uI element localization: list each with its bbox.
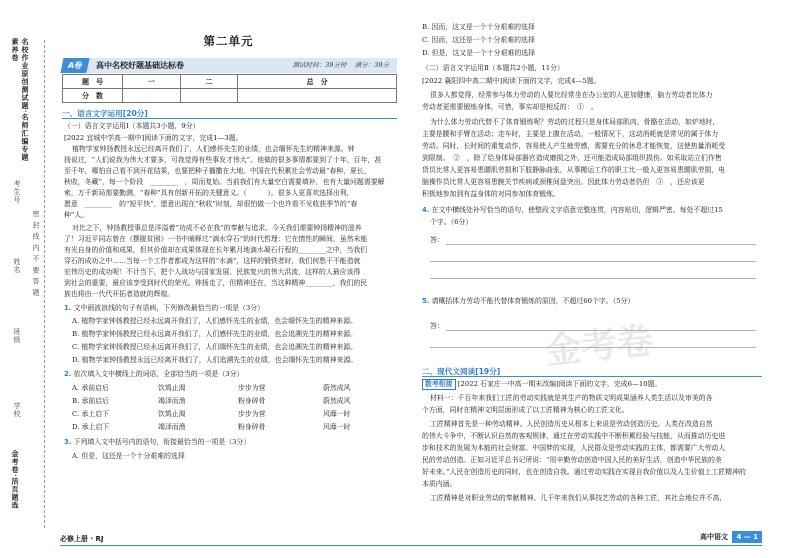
sub1-heading: （一）语言文字运用Ⅰ（本题共3小题，9分）: [64, 122, 200, 130]
score-table: [62, 74, 397, 103]
footer-book-label: 必修上册 · RJ: [60, 535, 104, 543]
passage-line: 扬说过，“人们说我为伟大才要多，可我觉得有些事发才伟大”。他做的很多事情都要到了十年、百年，甚: [64, 156, 382, 164]
exam-info: [293, 58, 389, 73]
option-b[interactable]: B. 植物学家钟扬教授已经永远离开我们了，人们感怀先生的业绩，也会追溯先生的精神来源。: [72, 330, 358, 338]
cut-line-text: 密 封 线 内 不 要 答 题: [32, 210, 40, 297]
option-a[interactable]: A. 植物学家钟扬教授已经永远离开我们了，人们感怀先生的业绩，也会缅怀先生的精神来源。: [72, 317, 357, 325]
question-2: [64, 369, 397, 380]
passage-line: 愿意 ________ 的“短平快”，愿意出现在“秋收”时刻，却很怕做一个也许看不见收获季节的“春: [64, 200, 358, 208]
question-stem: 请概括体力劳动不能代替体育锻炼的原因，不超过60个字。（5分）: [431, 297, 635, 305]
question-number: 4.: [422, 206, 430, 214]
section2-title: 二、现代文阅读[19分]: [422, 367, 501, 376]
option-a[interactable]: A. 承前启后 饮鸩止渴 步步为营 蔚然成风: [72, 384, 351, 392]
passage-line: 秋收，冬藏”，每一个阶段 ________ ，周而复始。当前我们有大量空白需要填补，也有大量问题需要解: [64, 178, 385, 186]
score-table-header-row: [63, 75, 397, 89]
passage-line: 个方面，同时在精神文明层面形成了以工匠精神为核心的工匠文化。: [422, 406, 629, 414]
passage-line: 货员比常人更容易患腰肌劳损和下肢静脉曲张，从事搬运工作的职工比一般人更容易患腰肌劳损，电: [422, 166, 726, 174]
passage-line: 劳动者更需要锻炼身体，可惜，事实却是相反的： ① 。: [422, 103, 598, 111]
answer-line[interactable]: [446, 244, 756, 245]
school-label: 学校: [13, 402, 21, 418]
footer-page: [700, 531, 762, 543]
exam-header: [62, 58, 397, 73]
passage-line: 为什么体力劳动代替不了体育锻炼呢？劳动的过程只是身体局部肌肉，骨骼在活动，如炉地时，: [430, 118, 720, 126]
question-stem: 依次填入文中横线上的词语，全部恰当的一项是（3分）: [73, 370, 244, 378]
passage-line: 脑操作员比常人更容易患腕关节疾病或颈椎间盘突出。因此体力劳动者仍但 ③ ，还应该更: [422, 178, 705, 186]
option-c[interactable]: C. 承上启下 饮鸩止渴 步步为营 风靡一时: [72, 410, 351, 418]
passage-line: 主要是腰和手臂在活动；走车时，主要是上腹在活动。一般情况下，这动消耗就是常见的属于体力: [422, 130, 719, 138]
passage-line: 积极地参加到有益身体的对同参加体育锻炼。: [422, 190, 560, 198]
question-stem: 在文中横线处补写恰当的语句，使整段文字语意完整连贯，内容贴切，逻辑严密。每处不超过15: [431, 206, 723, 214]
score-input-cell[interactable]: [180, 89, 238, 103]
answer-line[interactable]: [430, 261, 756, 262]
passage-line: 族也将由一代代开拓者造就的辉煌。: [64, 290, 175, 298]
passage-line: 到社会的重要，最应该享受到时代的荣光。钟扬走了，但精神还在，当这种精神________，我们的民: [64, 279, 368, 287]
passage-line: 宏伟历史的成功呢！不计当下，把个人战功与国家发展、民族复兴的伟大洪流，这样的人最应该得: [64, 268, 361, 276]
footer-rule: [60, 545, 762, 546]
option-c[interactable]: C. 因而，这还是一个十分艰难的选择: [422, 36, 535, 44]
question-number: 3.: [64, 438, 72, 446]
option-d[interactable]: D. 承上启下 竭泽而渔 粉身碎骨 风靡一时: [72, 423, 351, 431]
question-number: 2.: [64, 370, 72, 378]
passage-line: 到限制。 ② ，除了给身体局部器官造成磨损之外，还可能造成局部组织损伤。如采取站立们作售: [422, 154, 722, 162]
watermark-logo: 金考卷: [543, 319, 656, 373]
score-cell: 一: [123, 75, 181, 89]
passage-line: 劳动。同时，长时间的重复动作，容易使人产生疲劳感，需要充分的休息才能恢复，这使热量消耗受: [422, 142, 726, 150]
passage-line: 对比之下，钟扬教授事总是洋溢着“功成不必在我”的奉献与追求。今天我们需要钟扬精神的滋养: [72, 224, 362, 232]
answer-label: 答：: [430, 236, 444, 244]
binding-bottom-label: 金考卷·活页题选: [11, 450, 20, 510]
source2: [2022 襄阳四中高二期中]阅读下面的文字，完成4—5题。: [422, 77, 601, 85]
unit-title: 第二单元: [203, 34, 254, 48]
passage-line: 民的劳动创造。正如习近平总书记所说：“用辛勤劳动创造中国人民的美好生活，创造中华民族的美: [422, 456, 722, 464]
passage-line: 索，万千新局需要勤测，“春种”具有创新开拓的关键意义。（ ）。很多人更喜欢选择出利，: [64, 189, 354, 197]
passage-line: 的伟大斗争中，不断认识自然的客观规律，通过在劳动实践中不断积累经验与技能，从而推动历史进: [422, 432, 726, 440]
score-cell: 题 号: [63, 75, 123, 89]
section1-rule: [62, 118, 397, 119]
passage-line: 工匠精神首先是一种劳动精神。人民创造历史从根本上来说是劳动创造历史。人类在改造自然: [430, 420, 713, 428]
passage-line: 步和技术的发展为本能的社会财富。中国梦的实现，人民群众是劳动实践的主体，都需要广大劳动人: [422, 444, 726, 452]
answer-label: 答：: [430, 322, 444, 330]
score-cell: 总 分: [238, 75, 397, 89]
binding-strip: [0, 0, 58, 558]
passage-line: 至千年，哪怕自己看不到开花结果，也要把种子播撒在大地。中国在代积累社会劳动最“春种，夏长，: [64, 167, 371, 175]
score-cell: 分 数: [63, 89, 123, 103]
passage-line: 很多人都觉得，经常参与体力劳动的人要比经常坐在办公室的人更加健康，脑力劳动者比体力: [430, 91, 713, 99]
passage-line: 材料一：千百年来我们工匠的劳动实践就是其生产的物质文明成果涵养人类生活以及审美的各: [430, 394, 713, 402]
question-1: [64, 303, 397, 314]
source3: [2022 石家庄一中高一期末改编]阅读下面的文字，完成6—10题。: [457, 380, 662, 388]
score-cell: 二: [180, 75, 238, 89]
binding-top-label: 名校作业原创测试题·名师汇编专题素养卷: [11, 38, 30, 162]
score-input-cell[interactable]: [123, 89, 181, 103]
exam-link-tag: 数考衔接: [422, 379, 456, 390]
exam-score: 满分：39分: [354, 61, 389, 69]
passage-line: 穿石的成功之中……当每一个工作者都成为这样的“水滴”，这样的锻铁者时，我们何愁干不能造就: [64, 257, 361, 265]
option-b[interactable]: B. 因而，这又是一个十分艰难的选择: [422, 23, 535, 31]
question-number: 1.: [64, 304, 72, 312]
score-input-cell[interactable]: [238, 89, 397, 103]
question-4-stem-cont: 个字。（6分）: [430, 218, 473, 226]
passage-line: 工匠精神是对职业劳动的奉献精神。几千年来我们从事技艺劳动的各种工匠，其社会地位并不高，: [430, 494, 727, 502]
passage-line: 有光自身的价值和成果，但其价值却在成果体现在长年累月地滴水凝石行程的________之中，当我们: [64, 246, 368, 254]
exam-time: 测试时间：39分钟: [292, 61, 347, 69]
question-stem: 文中画波浪线的句子有语病，下列修改最恰当的一项是（3分）: [73, 304, 265, 312]
option-b[interactable]: B. 承前启后 竭泽而渔 粉身碎骨 蔚然成风: [72, 397, 351, 405]
question-5: [422, 296, 762, 307]
passage-line: 好未来。”人民在创造历史的同时，也在创造自我。通过劳动实践在实现自我价值以及人生价值上工匠精神的: [422, 468, 746, 476]
section2-rule: [422, 376, 762, 377]
cut-line: [44, 40, 45, 528]
sub2-heading: （二）语言文字运用Ⅱ（本题共2小题，11分）: [422, 64, 564, 72]
answer-line[interactable]: [430, 278, 756, 279]
passage-line: 了！习近平同志曾在《摆脱贫困》一书中阐释过“滴水穿石”的时代哲理：它在惰性的瞬间，虽然未能: [64, 235, 368, 243]
option-d[interactable]: D. 但是，这又是一个十分艰难的选择: [422, 49, 536, 57]
option-d[interactable]: D. 植物学家钟扬教授永远已经离开我们了，人们追溯先生的业绩，也会缅怀先生的精神来源。: [72, 356, 358, 364]
name-label: 姓名: [13, 258, 21, 274]
source3-line: [422, 379, 762, 390]
option-c[interactable]: C. 植物学家钟扬教授已经永远离开我们了，人们缅怀先生的业绩，也会追溯先生的精神来源。: [72, 343, 358, 351]
question-4: [422, 205, 762, 216]
question-stem: 下列填入文中括号内的语句，衔接最恰当的一项是（3分）: [73, 438, 251, 446]
passage-line: 本质内涵。: [422, 480, 457, 488]
question-number: 5.: [422, 297, 430, 305]
option-a[interactable]: A. 但是，这还是一个十分艰难的选择: [72, 452, 185, 460]
passage-line: 种”人。: [64, 211, 89, 219]
footer-subject: 高中语文: [700, 533, 728, 541]
question-3: [64, 437, 397, 448]
score-table-value-row: [63, 89, 397, 103]
class-label: 班级: [13, 328, 21, 344]
page-number: 4 — 1: [732, 531, 762, 543]
passage-line: 植物学家钟扬教授永远已经离开我们了，人们感怀先生的业绩，也会缅怀先生的精神来源。钟: [72, 145, 355, 153]
source1: [2022 宜城中学高一期中]阅读下面的文字，完成1—3题。: [64, 134, 243, 142]
exam-no-label: 考生号: [13, 180, 21, 204]
exam-badge: A卷: [60, 58, 89, 73]
exam-title: 高中名校好题基础达标卷: [96, 61, 184, 70]
section1-title: 一、语言文字运用[20分]: [62, 109, 148, 118]
